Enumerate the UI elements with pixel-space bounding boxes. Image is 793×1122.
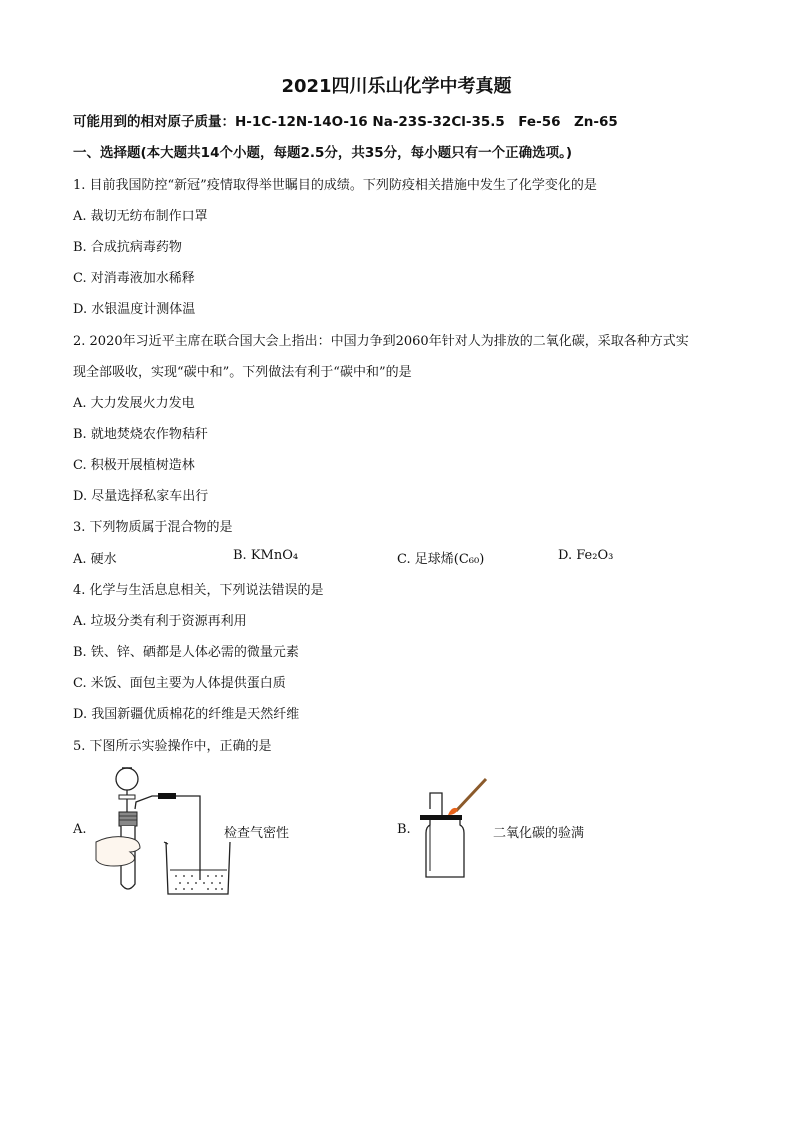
question-4-option-c: C. 米饭、面包主要为人体提供蛋白质: [73, 676, 286, 691]
question-5-option-a-label: A.: [73, 822, 87, 837]
question-5-option-b-label: B.: [397, 822, 411, 837]
question-2-option-d: D. 尽量选择私家车出行: [73, 489, 209, 504]
question-3-option-d: D. Fe₂O₃: [558, 548, 614, 563]
question-4-option-a: A. 垃圾分类有利于资源再利用: [73, 614, 247, 629]
atomic-masses: 可能用到的相对原子质量：H-1C-12N-14O-16 Na-23S-32Cl-35.5 Fe-56 Zn-65: [73, 114, 618, 130]
section-header: 一、选择题(本大题共14个小题，每题2.5分，共35分，每小题只有一个正确选项。): [73, 145, 573, 161]
question-1-option-d: D. 水银温度计测体温: [73, 302, 196, 317]
question-4-option-d: D. 我国新疆优质棉花的纤维是天然纤维: [73, 707, 300, 722]
airtightness-check-figure: [92, 762, 232, 902]
question-4-stem: 4. 化学与生活息息相关，下列说法错误的是: [73, 583, 324, 598]
question-2-stem-line2: 现全部吸收，实现“碳中和”。下列做法有利于“碳中和”的是: [73, 365, 412, 380]
page-title: 2021四川乐山化学中考真题: [281, 76, 512, 97]
question-3-option-a: A. 硬水: [73, 552, 117, 567]
question-5-option-b-caption: 二氧化碳的验满: [493, 826, 585, 841]
question-4-option-b: B. 铁、锌、硒都是人体必需的微量元素: [73, 645, 299, 660]
question-2-option-a: A. 大力发展火力发电: [73, 396, 195, 411]
question-1-stem: 1. 目前我国防控“新冠”疫情取得举世瞩目的成绩。下列防疫相关措施中发生了化学变化的是: [73, 178, 597, 193]
question-5-option-a-caption: 检查气密性: [224, 826, 290, 841]
question-1-option-a: A. 裁切无纺布制作口罩: [73, 209, 208, 224]
question-3-stem: 3. 下列物质属于混合物的是: [73, 520, 233, 535]
question-5-stem: 5. 下图所示实验操作中，正确的是: [73, 739, 272, 754]
question-2-option-b: B. 就地焚烧农作物秸秆: [73, 427, 208, 442]
question-3-option-b: B. KMnO₄: [233, 548, 299, 563]
question-3-option-c: C. 足球烯(C₆₀): [397, 552, 485, 567]
co2-full-check-figure: [418, 775, 498, 885]
question-2-stem-line1: 2. 2020年习近平主席在联合国大会上指出：中国力争到2060年针对人为排放的二氧化碳，采取各种方式实: [73, 334, 689, 349]
question-1-option-b: B. 合成抗病毒药物: [73, 240, 182, 255]
question-2-option-c: C. 积极开展植树造林: [73, 458, 195, 473]
question-1-option-c: C. 对消毒液加水稀释: [73, 271, 195, 286]
